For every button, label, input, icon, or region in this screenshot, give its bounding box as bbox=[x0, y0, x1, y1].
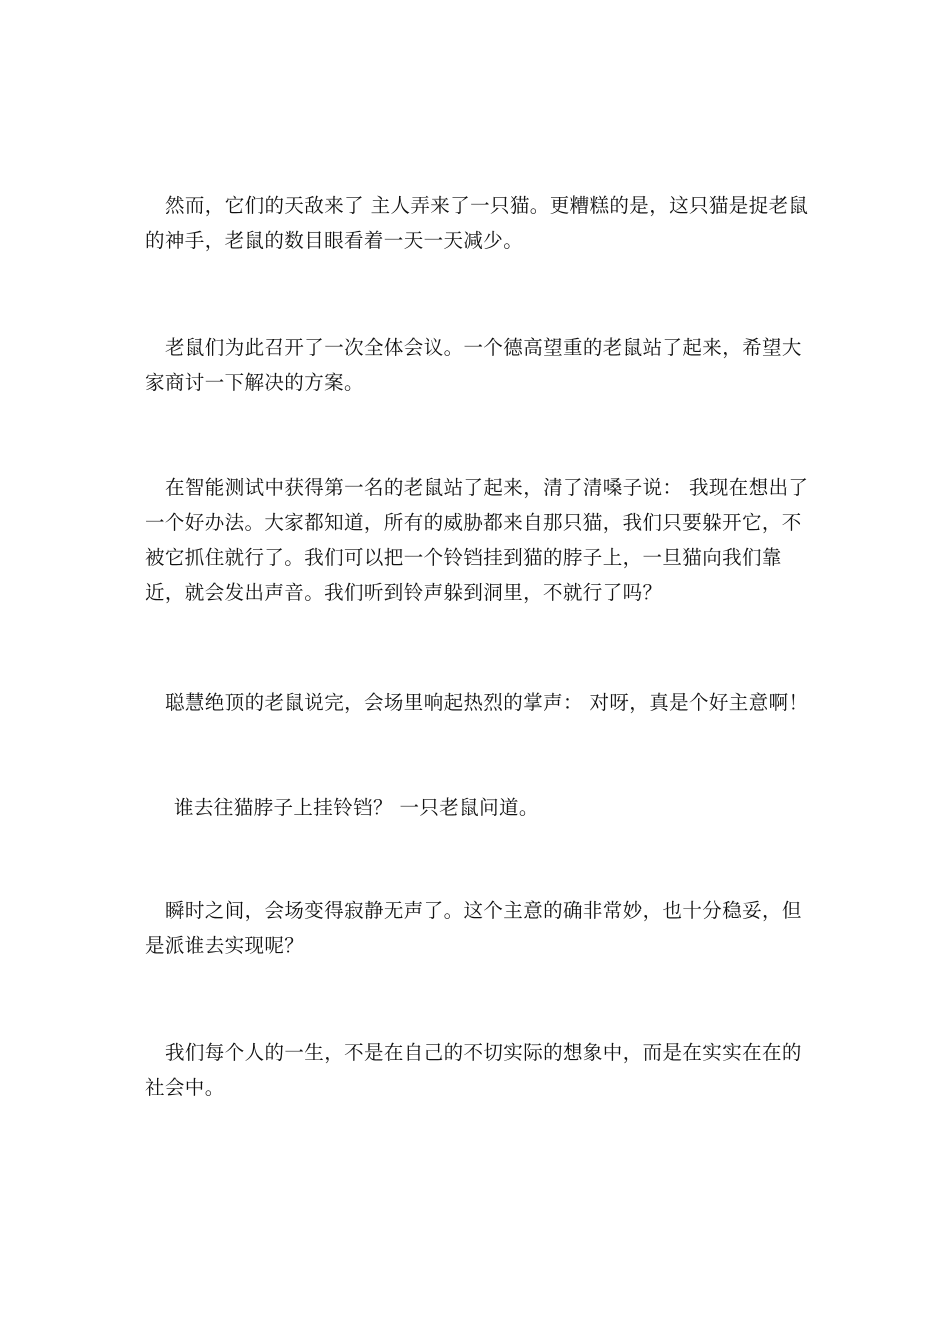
paragraph-5: 谁去往猫脖子上挂铃铛？ 一只老鼠问道。 bbox=[174, 796, 539, 819]
paragraph-1: 然而，它们的天敌来了 主人弄来了一只猫。更糟糕的是，这只猫是捉老鼠的神手，老鼠的数目眼看着一天一天减少。 bbox=[145, 194, 809, 252]
paragraph-3: 在智能测试中获得第一名的老鼠站了起来，清了清嗓子说： 我现在想出了一个好办法。大家都知道，所有的威胁都来自那只猫，我们只要躲开它，不被它抓住就行了。我们可以把一个铃铛挂到猫的脖子上，一旦猫向我们靠近，就会发出声音。我们听到铃声躲到洞里，不就行了吗？ bbox=[145, 476, 809, 604]
paragraph-2: 老鼠们为此召开了一次全体会议。一个德高望重的老鼠站了起来，希望大家商讨一下解决的方案。 bbox=[145, 336, 802, 394]
paragraph-6: 瞬时之间，会场变得寂静无声了。这个主意的确非常妙，也十分稳妥，但是派谁去实现呢？ bbox=[145, 899, 802, 957]
paragraph-7: 我们每个人的一生，不是在自己的不切实际的想象中，而是在实实在在的社会中。 bbox=[145, 1041, 802, 1099]
paragraph-4: 聪慧绝顶的老鼠说完，会场里响起热烈的掌声： 对呀，真是个好主意啊！ bbox=[165, 691, 809, 714]
